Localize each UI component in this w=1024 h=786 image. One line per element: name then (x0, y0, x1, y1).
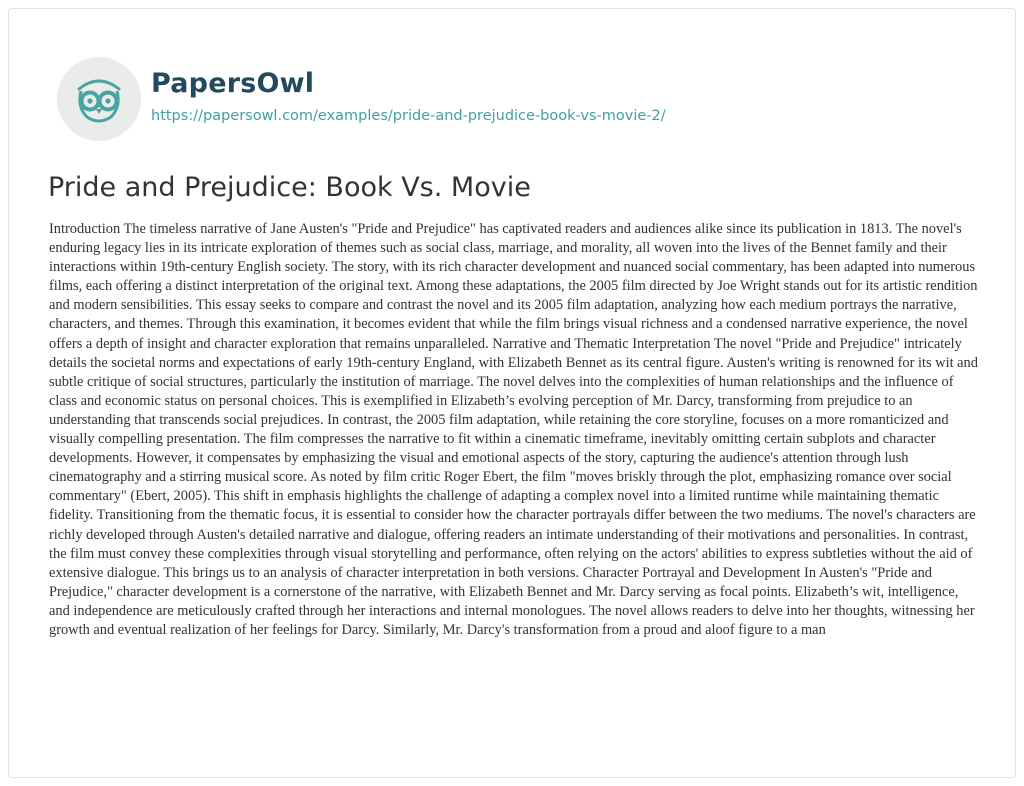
source-url[interactable]: https://papersowl.com/examples/pride-and-prejudice-book-vs-movie-2/ (151, 108, 666, 124)
essay-title: Pride and Prejudice: Book Vs. Movie (48, 172, 531, 203)
owl-icon (57, 57, 141, 141)
brand-name[interactable]: PapersOwl (151, 68, 315, 99)
brand-block (151, 68, 666, 124)
essay-body: Introduction The timeless narrative of Jane Austen's "Pride and Prejudice" has captivated readers and audiences alike since its publication in 1813. The novel's enduring legacy lies in its intricate exploration of themes such as social class, marriage, and morality, all woven into the lives of the Bennet family and their interactions within 19th-century English society. The story, with its rich character development and nuanced social commentary, has been adapted into numerous films, each offering a distinct interpretation of the original text. Among these adaptations, the 2005 film directed by Joe Wright stands out for its artistic rendition and modern sensibilities. This essay seeks to compare and contrast the novel and its 2005 film adaptation, analyzing how each medium portrays the narrative, characters, and themes. Through this examination, it becomes evident that while the film brings visual richness and a condensed narrative experience, the novel offers a depth of insight and character exploration that remains unparalleled. Narrative and Thematic Interpretation The novel "Pride and Prejudice" intricately details the societal norms and expectations of early 19th-century England, with Elizabeth Bennet as its central figure. Austen's writing is renowned for its wit and subtle critique of social structures, particularly the institution of marriage. The novel delves into the complexities of human relationships and the influence of class and economic status on personal choices. This is exemplified in Elizabeth’s evolving perception of Mr. Darcy, transforming from prejudice to an understanding that transcends social prejudices. In contrast, the 2005 film adaptation, while retaining the core storyline, focuses on a more romanticized and visually compelling presentation. The film compresses the narrative to fit within a cinematic timeframe, inevitably omitting certain subplots and character developments. However, it compensates by emphasizing the visual and emotional aspects of the story, capturing the audience's attention through lush cinematography and a stirring musical score. As noted by film critic Roger Ebert, the film "moves briskly through the plot, emphasizing romance over social commentary" (Ebert, 2005). This shift in emphasis highlights the challenge of adapting a complex novel into a limited runtime while maintaining thematic fidelity. Transitioning from the thematic focus, it is essential to consider how the character portrayals differ between the two mediums. The novel's characters are richly developed through Austen's detailed narrative and dialogue, offering readers an intimate understanding of their motivations and personalities. In contrast, the film must convey these complexities through visual storytelling and performance, often relying on the actors' abilities to express subtleties without the aid of extensive dialogue. This brings us to an analysis of character interpretation in both versions. Character Portrayal and Development In Austen's "Pride and Prejudice," character development is a cornerstone of the narrative, with Elizabeth Bennet and Mr. Darcy serving as focal points. Elizabeth’s wit, intelligence, and independence are meticulously crafted through her interactions and internal monologues. The novel allows readers to delve into her thoughts, witnessing her growth and eventual realization of her feelings for Darcy. Similarly, Mr. Darcy's transformation from a proud and aloof figure to a man (49, 221, 978, 638)
site-header (57, 57, 666, 141)
owl-logo-graphic (67, 67, 131, 131)
